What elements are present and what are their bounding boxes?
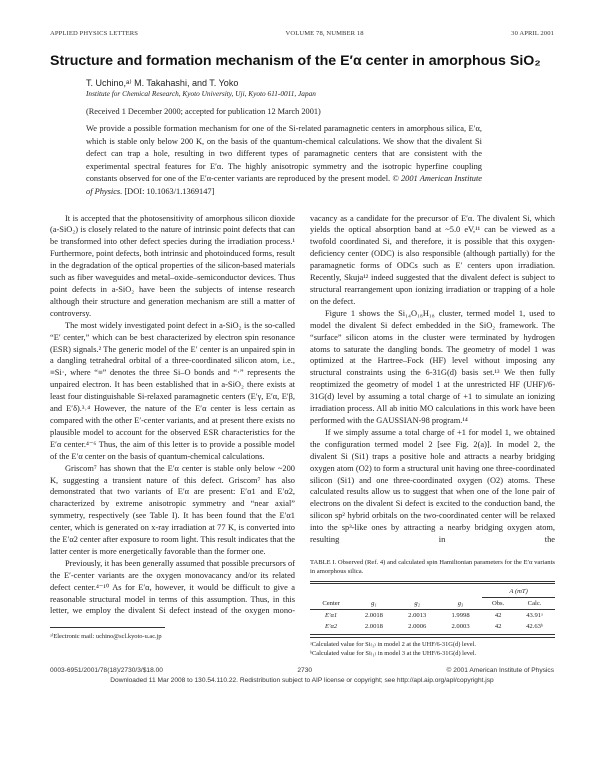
front-matter (86, 77, 482, 199)
paragraph: It is accepted that the photosensitivity of amorphous silicon dioxide (a-SiO₂) is closely related to the nature of intrinsic point defects that can be transformed into other defect species during the irradiation process.¹ Furthermore, point defects, both intrinsic and photoinduced forms, result in the degradation of the optical properties of the silicon-based materials such as fiber waveguides and metal–oxide–semiconductor devices. Thus point defects in a-SiO₂ have been the subjects of intense research although their structure and generation mechanism are still a matter of controversy. (50, 213, 295, 318)
column-header: Calc. (527, 600, 542, 608)
cell: 2.0018 (364, 623, 383, 631)
abstract (86, 123, 482, 199)
table-footnote: ᵃCalculated value for Si₍₁₎ in model 2 at the UHF/6-31G(d) level. (310, 640, 476, 648)
download-notice: Downloaded 11 Mar 2008 to 130.54.110.22. Redistribution subject to AIP license or copyright; see http://apl.aip.org/apl/copyright.jsp (110, 676, 494, 684)
abstract-text: We provide a possible formation mechanism for one of the Si-related paramagnetic centers in amorphous silica, E′α, which is stable only below 200 K, on the basis of the quantum-chemical calculations. We show that the divalent Si defect can trap a hole, resulting in two different types of paramagnetic centers that are consistent with the experimental spectral features for E′α. The highly anisotropic symmetry and the isotropic hyperfine coupling constants observed for one of the E′α-center variants are reproduced by the present model. (86, 124, 482, 184)
cell: E′α1 (325, 612, 338, 620)
table-row (310, 621, 555, 632)
page-number: 2730 (297, 666, 313, 674)
cell: E′α2 (325, 623, 338, 631)
paragraph: Griscom⁷ has shown that the E′α center is stable only below ~200 K, suggesting a transient nature of this defect. Griscom⁷ has also demonstrated that two variants of E′α are present: E′α1 and E′α2, characterized by extreme anisotropic symmetry and “near axial” symmetry, respectively (see Table I). It has been found that the E′α1 center, which is generated on x-ray irradiation at 77 K, is converted into the E′α2 center after exposure to room light. This result indicates that the latter center is more energetically favorable than the former one. (50, 463, 295, 556)
paragraph: Previously, it has been generally assumed that possible precursors of the E′-center variants are the oxygen monovacancy and/or its related defect center.⁴⁻¹⁰ As for E′α, however, it would be difficult to give a reasonable structural model in terms of this assumption. Thus, in this letter, we employ the divalent Si defect instead of the oxygen mono- (50, 558, 295, 616)
article-code: 0003-6951/2001/78(18)/2730/3/$18.00 (50, 666, 163, 674)
table-row (310, 610, 555, 622)
cell: 2.0013 (408, 612, 427, 620)
paragraph: If we simply assume a total charge of +1 for model 1, we obtained the configuration termed model 2 [see Fig. 2(a)]. In model 2, the divalent Si (Si1) traps a positive hole and attracts a nearby bridging oxygen atom (O2) to form a structural unit having one three-coordinated silicon (Si1) and one three-coordinated oxygen (O2) atoms. These calculated results allow us to suggest that when one of the lone pair of electrons on the divalent Si defect is excited to the conduction band, the silicon sp² hybrid orbitals on the two-coordinated center will be relaxed into the sp³-like ones by attracting a nearby bridging oxygen atom, resulting in the (310, 427, 555, 545)
cell: 42 (494, 612, 502, 620)
author-footnote: ᵃ⁾Electronic mail: uchino@scl.kyoto-u.ac.jp (50, 633, 162, 641)
body-columns (50, 213, 555, 658)
cell: 2.0018 (364, 612, 383, 620)
table-caption: TABLE I. Observed (Ref. 4) and calculated spin Hamiltonian parameters for the E′α variants in amorphous silica. (310, 558, 555, 575)
cell: 2.0006 (408, 623, 427, 631)
footnote-rule (50, 627, 165, 628)
cell: 43.91ᵃ (526, 612, 543, 620)
cell: 42.63ᵇ (526, 623, 543, 631)
cell: 1.9998 (451, 612, 470, 620)
issue-date: 30 APRIL 2001 (511, 30, 554, 37)
doi[interactable]: [DOI: 10.1063/1.1369147] (124, 186, 215, 196)
running-header (50, 30, 554, 37)
right-column (310, 213, 555, 658)
table-1 (310, 581, 555, 658)
column-header: g₁ (371, 600, 377, 608)
page-footer (50, 666, 554, 676)
column-header: Center (322, 600, 340, 608)
paragraph: vacancy as a candidate for the precursor of E′α. The divalent Si, which yields the optical absorption band at ~5.0 eV,¹¹ can be viewed as a twofold coordinated Si, and therefore, it is possible that this oxygen-deficiency center (ODC) is also responsible (although partially) for the paramagnetic forms of ODCs such as E′ centers upon irradiation. Recently, Skuja¹² indeed suggested that the divalent defect is subject to structural rearrangement upon ionizing irradiation or trapping of a hole on the defect. (310, 213, 555, 306)
group-header: A (mT) (482, 584, 555, 598)
affiliation: Institute for Chemical Research, Kyoto University, Uji, Kyoto 611-0011, Japan (86, 89, 316, 98)
cell: 2.0003 (451, 623, 470, 631)
column-header: g₂ (414, 600, 421, 608)
journal-name: APPLIED PHYSICS LETTERS (50, 30, 139, 37)
received-dates: (Received 1 December 2000; accepted for publication 12 March 2001) (86, 107, 321, 116)
cell: 42 (494, 623, 502, 631)
table-footnote: ᵇCalculated value for Si₍₁₎ in model 3 at the UHF/6-31G(d) level. (310, 649, 477, 657)
column-header: Obs. (492, 600, 505, 608)
footer-copyright: © 2001 American Institute of Physics (446, 666, 554, 674)
paragraph: The most widely investigated point defect in a-SiO₂ is the so-called “E′ center,” which can be best characterized by electron spin resonance (ESR) signals.² The generic model of the E′ center is an unpaired spin in a dangling tetrahedral orbital of a three-coordinated silicon atom, i.e., ≡Si·, where “≡” denotes the three Si–O bonds and “·” represents the unpaired electron. It has been established that in a-SiO₂ there exists at least four distinguishable Si-relaxed paramagnetic centers (E′γ, E′α, E′β, and E′δ).³˒⁴ However, the nature of the E′α center is less certain as compared with the other E′-center variants, and at present there exists no plausible model to account for the observed ESR characteristics for the E′α center.⁴⁻⁶ Thus, the aim of this letter is to provide a possible model of the E′α center on the basis of quantum-chemical calculations. (50, 320, 295, 461)
volume-number: VOLUME 78, NUMBER 18 (285, 30, 364, 37)
abstract-copyright: © 2001 American Institute of Physics. (86, 174, 483, 196)
left-column (50, 213, 295, 658)
paragraph: Figure 1 shows the Si₁₄O₁₈H₁₈ cluster, termed model 1, used to model the divalent Si defect embedded in the SiO₂ framework. The “surface” silicon atoms in the cluster were terminated by hydrogen atoms to saturate the dangling bonds. The geometry of model 1 was optimized at the Hartree–Fock (HF) level without imposing any structural constraints using the 6-31G(d) basis set.¹³ We then fully reoptimized the geometry of model 1 at the unrestricted HF (UHF)/6-31G(d) level by assuming a total charge of +1 to simulate an ionizing irradiation process. All ab initio MO calculations in this work have been performed with the GAUSSIAN-98 program.¹⁴ (310, 308, 555, 425)
paper-title: Structure and formation mechanism of the E′α center in amorphous SiO₂ (50, 53, 541, 69)
authors: T. Uchino,ᵃ⁾ M. Takahashi, and T. Yoko (86, 78, 239, 88)
column-header: g₃ (457, 600, 464, 608)
